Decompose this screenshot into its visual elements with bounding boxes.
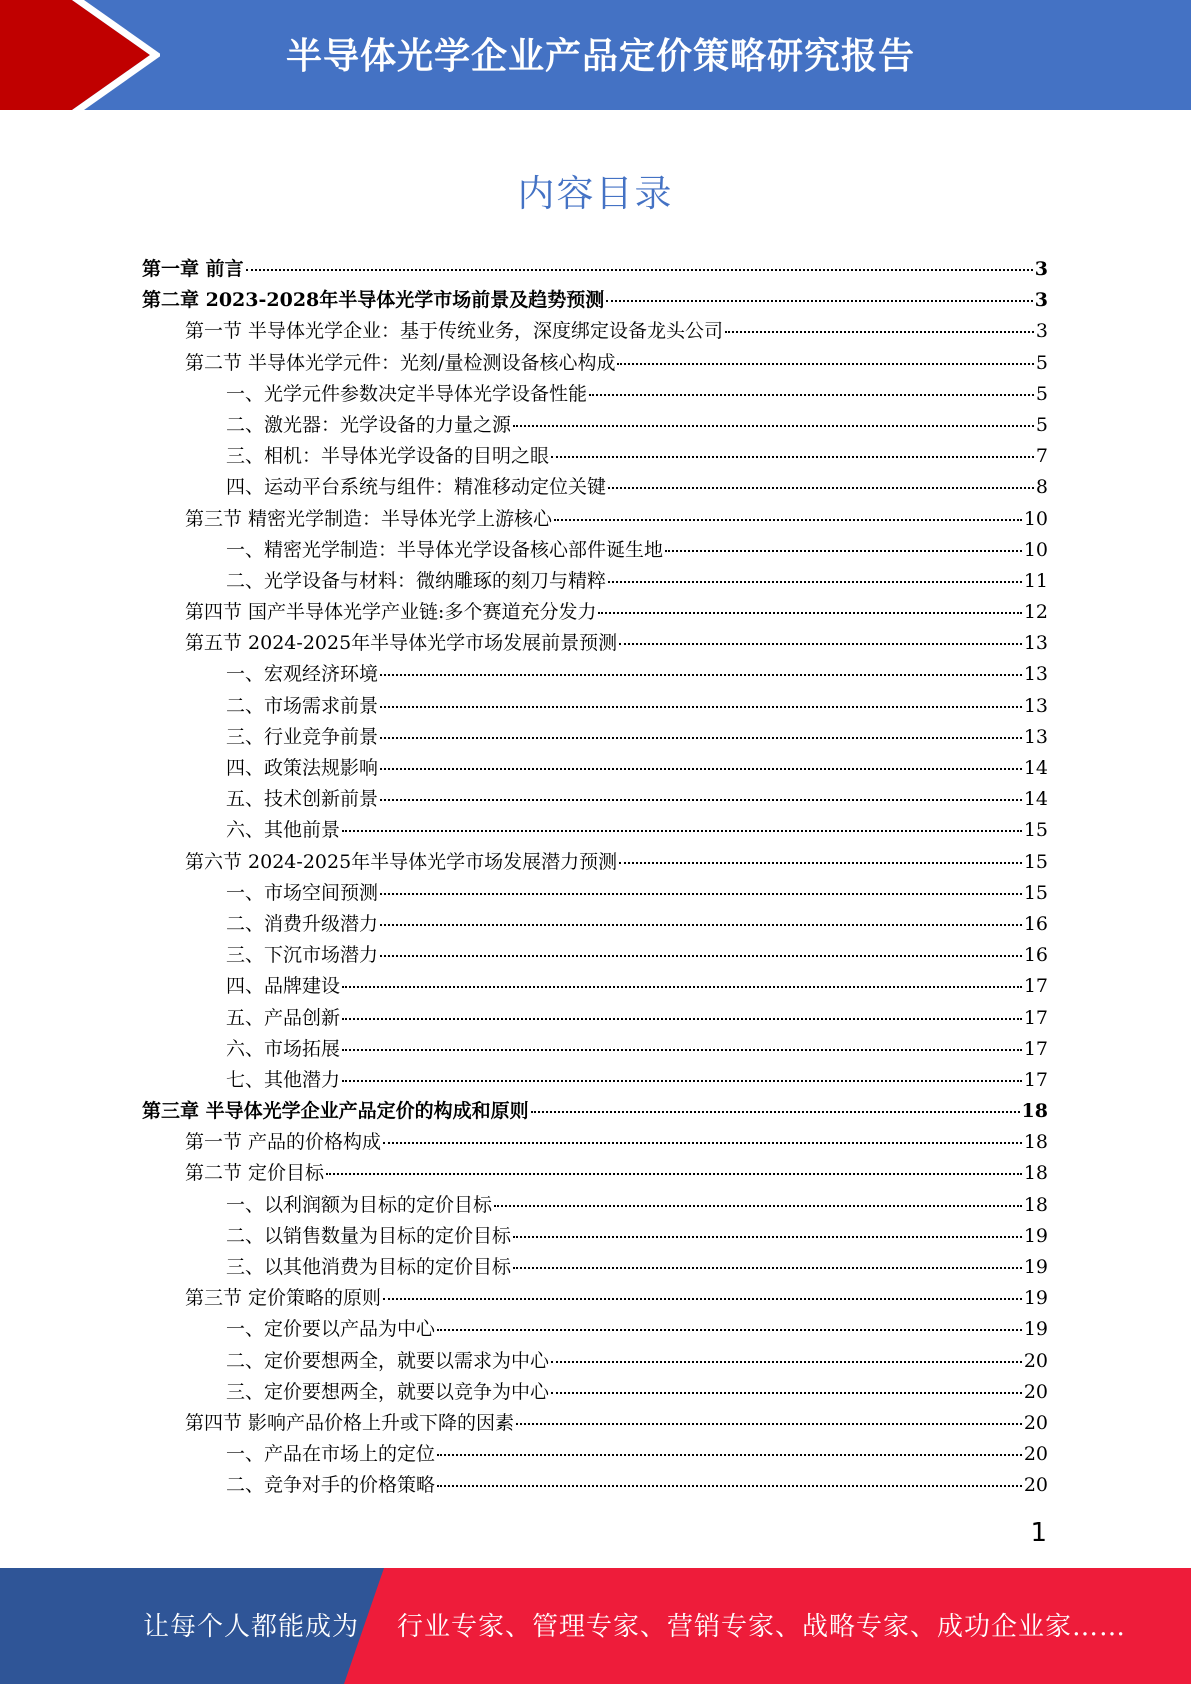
toc-entry-title: 一、光学元件参数决定半导体光学设备性能 [226,382,588,405]
toc-entry-page: 18 [1023,1131,1048,1154]
toc-entry[interactable] [142,535,1048,566]
toc-entry-page: 8 [1035,476,1048,499]
toc-entry-page: 19 [1023,1318,1048,1341]
toc-leader-dots [246,269,1033,271]
toc-entry-title: 一、以利润额为目标的定价目标 [226,1193,493,1216]
toc-entry-page: 10 [1023,538,1048,561]
toc-entry[interactable] [142,659,1048,690]
toc-entry[interactable] [142,1003,1048,1034]
toc-entry[interactable] [142,815,1048,846]
toc-leader-dots [342,1080,1022,1082]
toc-entry-title: 三、相机：半导体光学设备的目明之眼 [226,445,550,468]
toc-entry-page: 13 [1023,632,1048,655]
page-header [0,0,1191,110]
toc-entry-page: 19 [1023,1287,1048,1310]
toc-entry-title: 一、市场空间预测 [226,881,379,904]
toc-entry-page: 15 [1023,850,1048,873]
toc-entry-page: 20 [1023,1380,1048,1403]
report-title: 半导体光学企业产品定价策略研究报告 [285,36,915,77]
toc-leader-dots [437,1329,1022,1331]
toc-entry-title: 第四节 国产半导体光学产业链:多个赛道充分发力 [185,601,597,624]
toc-leader-dots [665,550,1022,552]
toc-entry-page: 3 [1034,289,1048,312]
toc-entry-title: 第一章 前言 [142,258,244,280]
toc-entry[interactable] [142,1127,1048,1158]
toc-entry[interactable] [142,1377,1048,1408]
toc-leader-dots [608,581,1022,583]
toc-leader-dots [342,986,1022,988]
toc-entry-title: 一、精密光学制造：半导体光学设备核心部件诞生地 [226,538,664,561]
toc-entry[interactable] [142,1439,1048,1470]
toc-entry-page: 17 [1023,1006,1048,1029]
toc-entry[interactable] [142,909,1048,940]
toc-entry-page: 13 [1023,663,1048,686]
toc-entry[interactable] [142,379,1048,410]
toc-leader-dots [554,519,1022,521]
toc-entry-title: 二、市场需求前景 [226,694,379,717]
toc-entry-page: 20 [1023,1474,1048,1497]
toc-entry-page: 13 [1023,725,1048,748]
toc-entry-title: 一、定价要以产品为中心 [226,1318,436,1341]
toc-entry-title: 三、以其他消费为目标的定价目标 [226,1256,512,1278]
toc-leader-dots [380,924,1022,926]
toc-entry-page: 16 [1023,912,1048,935]
toc-entry[interactable] [142,691,1048,722]
toc-entry-title: 第三节 精密光学制造：半导体光学上游核心 [185,507,553,530]
toc-leader-dots [380,737,1022,739]
toc-entry-title: 第六节 2024-2025年半导体光学市场发展潜力预测 [185,850,618,873]
toc-entry[interactable] [142,566,1048,597]
toc-leader-dots [383,1142,1022,1144]
toc-entry-page: 18 [1023,1162,1048,1185]
toc-entry-title: 二、消费升级潜力 [226,912,379,935]
toc-leader-dots [342,1018,1022,1020]
toc-entry-title: 第三节 定价策略的原则 [185,1287,382,1310]
toc-entry-title: 第五节 2024-2025年半导体光学市场发展前景预测 [185,632,618,655]
toc-entry-page: 13 [1023,694,1048,717]
toc-entry[interactable] [142,1190,1048,1221]
toc-entry-page: 20 [1023,1443,1048,1466]
toc-entry-title: 四、品牌建设 [226,975,341,998]
toc-entry-page: 14 [1023,788,1048,811]
toc-entry[interactable] [142,1470,1048,1501]
toc-entry-title: 第一节 产品的价格构成 [185,1131,382,1154]
toc-leader-dots [380,955,1022,957]
toc-entry[interactable] [142,1158,1048,1189]
toc-entry-page: 12 [1023,601,1048,624]
footer-slogan-right: 行业专家、管理专家、营销专家、战略专家、成功企业家…… [397,1612,1127,1642]
toc-entry-page: 10 [1023,507,1048,530]
toc-entry-title: 一、宏观经济环境 [226,663,379,686]
toc-leader-dots [619,862,1022,864]
toc-entry-page: 7 [1035,445,1048,468]
toc-leader-dots [437,1485,1022,1487]
toc-entry[interactable] [142,847,1048,878]
toc-entry[interactable] [142,1283,1048,1314]
toc-leader-dots [380,706,1022,708]
toc-entry[interactable] [142,1408,1048,1439]
toc-entry[interactable] [142,722,1048,753]
toc-entry[interactable] [142,597,1048,628]
toc-entry[interactable] [142,348,1048,379]
toc-entry-title: 第三章 半导体光学企业产品定价的构成和原则 [142,1100,529,1123]
toc-entry-title: 第二节 定价目标 [185,1162,325,1185]
toc-entry[interactable] [142,1221,1048,1252]
toc-entry-title: 二、以销售数量为目标的定价目标 [226,1224,512,1247]
toc-leader-dots [326,1173,1022,1175]
toc-leader-dots [551,1392,1022,1394]
toc-entry[interactable] [142,504,1048,535]
toc-title: 内容目录 [517,172,674,215]
toc-entry-title: 第四节 影响产品价格上升或下降的因素 [185,1411,515,1434]
toc-leader-dots [531,1111,1020,1113]
toc-entry-page: 19 [1023,1256,1048,1278]
toc-entry-page: 16 [1023,944,1048,967]
toc-entry[interactable] [142,472,1048,503]
toc-entry-title: 第一节 半导体光学企业：基于传统业务，深度绑定设备龙头公司 [185,320,724,343]
toc-entry-title: 三、定价要想两全，就要以竞争为中心 [226,1380,550,1403]
toc-entry-page: 17 [1023,1037,1048,1060]
toc-leader-dots [494,1205,1022,1207]
toc-entry-title: 五、技术创新前景 [226,788,379,811]
toc-entry-page: 20 [1023,1411,1048,1434]
toc-entry[interactable] [142,254,1048,285]
toc-entry[interactable] [142,1034,1048,1065]
toc-entry-page: 15 [1023,819,1048,842]
toc-entry-page: 14 [1023,757,1048,779]
toc-entry[interactable] [142,940,1048,971]
toc-entry[interactable] [142,410,1048,441]
toc-entry[interactable] [142,628,1048,659]
toc-entry-page: 11 [1023,569,1048,592]
toc-entry[interactable] [142,971,1048,1002]
toc-leader-dots [380,893,1022,895]
toc-leader-dots [513,1267,1022,1269]
toc-entry-page: 3 [1034,258,1048,280]
toc-entry-page: 20 [1023,1349,1048,1372]
toc-entry[interactable] [142,1065,1048,1096]
toc-leader-dots [598,612,1021,614]
toc-entry[interactable] [142,878,1048,909]
toc-entry-title: 四、政策法规影响 [226,757,379,779]
toc-entry-page: 5 [1035,382,1048,405]
toc-leader-dots [551,1361,1022,1363]
footer-slogan-left: 让每个人都能成为 [143,1612,360,1642]
toc-leader-dots [513,425,1034,427]
toc-leader-dots [619,643,1022,645]
toc-entry-page: 15 [1023,881,1048,904]
toc-leader-dots [342,830,1022,832]
toc-leader-dots [551,456,1034,458]
toc-leader-dots [617,363,1033,365]
page-number: 1 [1030,1518,1047,1548]
toc-entry[interactable] [142,1346,1048,1377]
toc-entry-title: 三、行业竞争前景 [226,725,379,748]
toc-entry[interactable] [142,784,1048,815]
toc-leader-dots [725,331,1034,333]
toc-entry-page: 19 [1023,1224,1048,1247]
toc-entry-title: 三、下沉市场潜力 [226,944,379,967]
toc-entry-page: 18 [1021,1100,1048,1123]
toc-leader-dots [380,674,1022,676]
toc-entry[interactable] [142,1252,1048,1283]
toc-entry[interactable] [142,441,1048,472]
toc-entry-title: 第二节 半导体光学元件：光刻/量检测设备核心构成 [185,351,616,374]
toc-entry-page: 5 [1035,351,1048,374]
toc-entry-page: 5 [1035,413,1048,436]
toc-entry-title: 六、其他前景 [226,819,341,842]
toc-leader-dots [342,1049,1022,1051]
toc-leader-dots [516,1423,1022,1425]
toc-entry-title: 四、运动平台系统与组件：精准移动定位关键 [226,476,607,499]
toc-entry-title: 二、竞争对手的价格策略 [226,1474,436,1497]
toc-leader-dots [513,1236,1022,1238]
toc-entry-title: 第二章 2023-2028年半导体光学市场前景及趋势预测 [142,289,605,312]
toc-leader-dots [589,394,1034,396]
toc-entry-title: 二、激光器：光学设备的力量之源 [226,413,512,436]
toc-entry-title: 二、定价要想两全，就要以需求为中心 [226,1349,550,1372]
table-of-contents [142,254,1048,1502]
toc-entry[interactable] [142,285,1048,316]
toc-leader-dots [380,768,1022,770]
toc-leader-dots [380,799,1022,801]
toc-entry-title: 五、产品创新 [226,1006,341,1029]
toc-entry-page: 17 [1023,975,1048,998]
toc-entry-title: 六、市场拓展 [226,1037,341,1060]
toc-leader-dots [437,1454,1022,1456]
toc-entry[interactable] [142,1096,1048,1127]
toc-leader-dots [608,487,1034,489]
toc-entry-page: 17 [1023,1068,1048,1091]
page-footer [0,1568,1191,1684]
toc-entry[interactable] [142,1314,1048,1345]
toc-entry-page: 18 [1023,1193,1048,1216]
toc-entry-title: 七、其他潜力 [226,1068,341,1091]
toc-entry[interactable] [142,316,1048,347]
toc-entry-title: 二、光学设备与材料：微纳雕琢的刻刀与精粹 [226,569,607,592]
toc-entry-page: 3 [1035,320,1048,343]
toc-entry-title: 一、产品在市场上的定位 [226,1443,436,1466]
toc-leader-dots [383,1298,1022,1300]
toc-entry[interactable] [142,753,1048,784]
toc-leader-dots [606,300,1033,302]
